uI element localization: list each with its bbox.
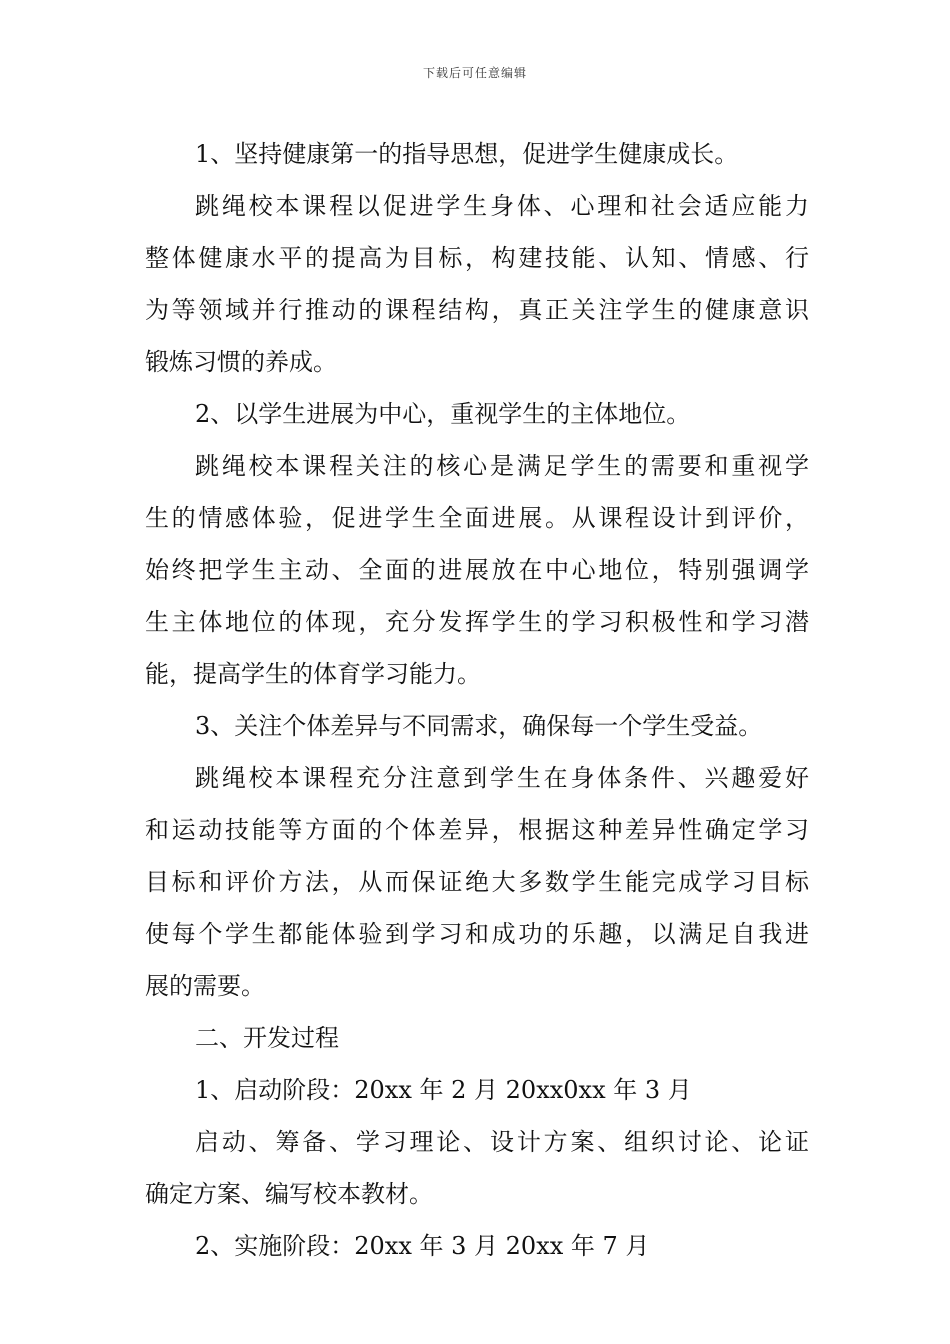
document-body — [145, 128, 809, 1272]
paragraph-line: 跳绳校本课程以促进学生身体、心理和社会适应能力 — [195, 192, 809, 220]
list-item-heading: 1、坚持健康第一的指导思想，促进学生健康成长。 — [195, 140, 739, 168]
paragraph-line: 能，提高学生的体育学习能力。 — [145, 660, 481, 688]
paragraph-line: 始终把学生主动、全面的进展放在中心地位，特别强调学 — [145, 556, 809, 584]
paragraph-line: 为等领域并行推动的课程结构，真正关注学生的健康意识 — [145, 296, 809, 324]
list-item-heading: 3、关注个体差异与不同需求，确保每一个学生受益。 — [195, 712, 763, 740]
paragraph-line: 生主体地位的体现，充分发挥学生的学习积极性和学习潜 — [145, 608, 809, 636]
paragraph-line: 跳绳校本课程关注的核心是满足学生的需要和重视学 — [195, 452, 809, 480]
list-item-heading: 2、实施阶段：20xx 年 3 月 20xx 年 7 月 — [195, 1232, 650, 1260]
paragraph-line: 锻炼习惯的养成。 — [145, 348, 337, 376]
paragraph-line: 使每个学生都能体验到学习和成功的乐趣，以满足自我进 — [145, 920, 809, 948]
page-header: 下载后可任意编辑 — [422, 66, 527, 80]
list-item-heading: 2、以学生进展为中心，重视学生的主体地位。 — [195, 400, 691, 428]
paragraph-line: 启动、筹备、学习理论、设计方案、组织讨论、论证 — [195, 1128, 809, 1156]
paragraph-line: 跳绳校本课程充分注意到学生在身体条件、兴趣爱好 — [195, 764, 809, 792]
list-item-heading: 1、启动阶段：20xx 年 2 月 20xx0xx 年 3 月 — [195, 1076, 692, 1104]
section-heading: 二、开发过程 — [195, 1024, 339, 1052]
paragraph-line: 展的需要。 — [145, 972, 265, 1000]
paragraph-line: 生的情感体验，促进学生全面进展。从课程设计到评价， — [145, 504, 809, 532]
paragraph-line: 目标和评价方法，从而保证绝大多数学生能完成学习目标 — [145, 868, 809, 896]
paragraph-line: 确定方案、编写校本教材。 — [145, 1180, 433, 1208]
paragraph-line: 整体健康水平的提高为目标，构建技能、认知、情感、行 — [145, 244, 809, 272]
paragraph-line: 和运动技能等方面的个体差异，根据这种差异性确定学习 — [145, 816, 809, 844]
